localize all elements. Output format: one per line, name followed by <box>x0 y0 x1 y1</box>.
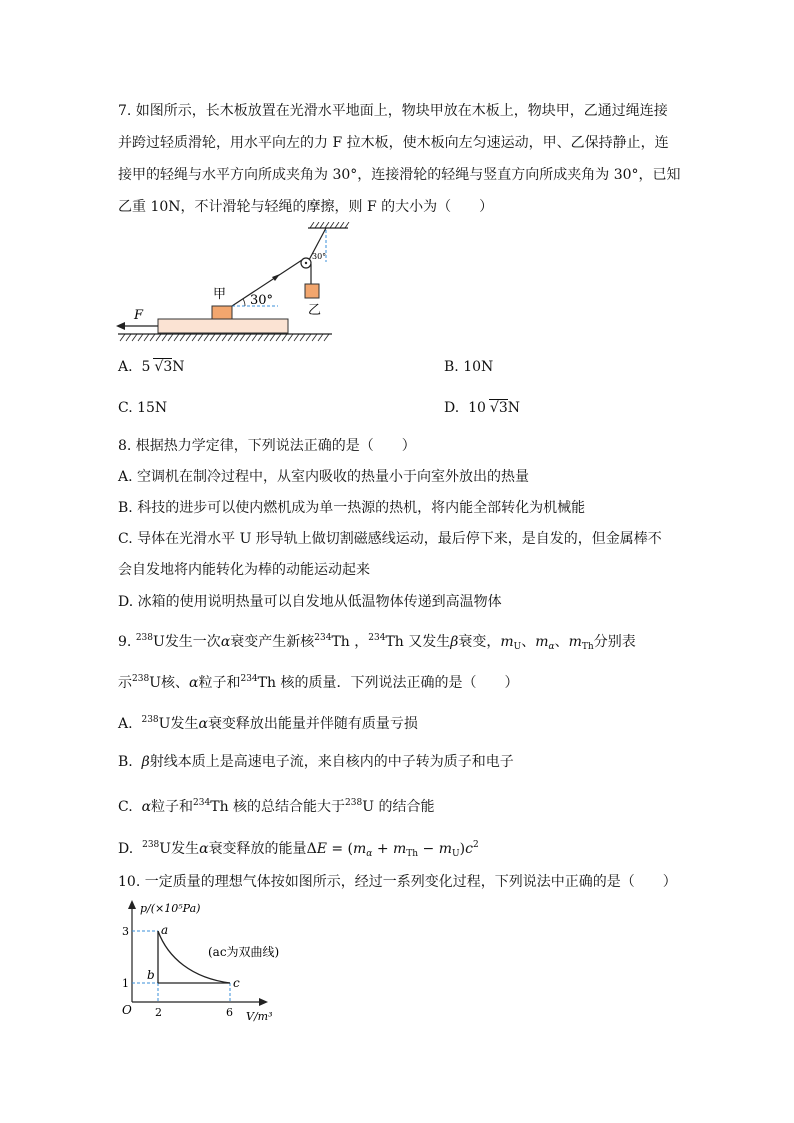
q10-hyperbola-note: (ac为双曲线) <box>208 945 280 959</box>
q7-angle-top-label: 30° <box>312 252 327 261</box>
q8-option-c-line-1[interactable]: C. 导体在光滑水平 U 形导轨上做切割磁感线运动，最后停下来，是自发的，但金属棒不 <box>118 531 662 547</box>
q7-option-c[interactable]: C. 15N <box>118 400 168 416</box>
q10-ylabel: p/(×10⁵Pa) <box>140 902 201 915</box>
q7-line-1: 7. 如图所示，长木板放置在光滑水平地面上，物块甲放在木板上，物块甲，乙通过绳连接 <box>118 103 668 119</box>
x-axis-arrow-icon <box>259 998 268 1006</box>
q10-xlabel: V/m³ <box>246 1010 273 1023</box>
q7-line-2: 并跨过轻质滑轮，用水平向左的力 F 拉木板，使木板向左匀速运动，甲、乙保持静止，连 <box>118 135 669 151</box>
q9-stem-line-2: 示$^{238}$U核、α粒子和$^{234}$Th 核的质量．下列说法正确的是（ ） <box>118 674 519 691</box>
q7-board <box>158 319 288 333</box>
q7-angle-bottom-label: 30° <box>250 293 274 308</box>
q7-option-a[interactable]: A. 5 √3N <box>118 359 185 375</box>
q7-option-d[interactable]: D. 10 √3N <box>444 400 521 416</box>
q10-origin: O <box>122 1003 132 1017</box>
q9-energy-formula: $\Delta E = (m_\alpha + m_{Th} - m_U)c^2$ <box>306 840 479 859</box>
q7-label-f: F <box>134 308 144 323</box>
q10-ytick-3: 3 <box>122 925 129 938</box>
q8-option-a[interactable]: A. 空调机在制冷过程中，从室内吸收的热量小于向室外放出的热量 <box>118 469 530 485</box>
q9-option-c[interactable]: C. α粒子和$^{234}$Th 核的总结合能大于$^{238}$U 的结合能 <box>118 798 435 815</box>
q10-xtick-2: 2 <box>155 1006 162 1019</box>
q7-label-yi: 乙 <box>308 303 322 318</box>
q10-stem: 10. 一定质量的理想气体按如图所示，经过一系列变化过程，下列说法中正确的是（ ） <box>118 874 677 890</box>
q7-force-arrow-icon <box>116 322 125 330</box>
q10-xtick-6: 6 <box>226 1006 233 1019</box>
q7-tension-arrow-icon <box>272 274 280 281</box>
q10-point-a: a <box>161 923 169 937</box>
q7-pulley-figure <box>112 222 392 348</box>
q7-line-3: 接甲的轻绳与水平方向所成夹角为 30°，连接滑轮的轻绳与竖直方向所成夹角为 30°，已知 <box>118 167 681 183</box>
q9-option-a[interactable]: A. $^{238}$U发生α衰变释放出能量并伴随有质量亏损 <box>118 715 418 732</box>
q7-line-4: 乙重 10N，不计滑轮与轻绳的摩擦，则 F 的大小为（ ） <box>118 199 494 215</box>
q9-option-d[interactable]: D. $^{238}$U发生α衰变释放的能量$\Delta E = (m_\alpha + m_{Th} - m_U)c^2$ <box>118 840 479 859</box>
q10-ytick-1: 1 <box>122 977 129 990</box>
q9-stem-line-1: 9. $^{238}$U发生一次α衰变产生新核$^{234}$Th ，$^{234}$Th 又发生β衰变，$m_U$、$m_\alpha$、$m_{Th}$分别表 <box>118 633 636 652</box>
q7-block-yi <box>305 284 319 298</box>
q9-option-b[interactable]: B. β射线本质上是高速电子流，来自核内的中子转为质子和电子 <box>118 754 514 770</box>
q10-point-b: b <box>147 968 155 982</box>
q7-label-jia: 甲 <box>213 287 227 302</box>
sqrt-symbol: √3 <box>489 400 508 416</box>
q10-point-c: c <box>233 976 240 990</box>
q8-stem: 8. 根据热力学定律，下列说法正确的是（ ） <box>118 438 416 454</box>
q8-option-c-line-2[interactable]: 会自发地将内能转化为棒的动能运动起来 <box>118 562 370 578</box>
q7-block-jia <box>212 306 232 319</box>
q8-option-d[interactable]: D. 冰箱的使用说明热量可以自发地从低温物体传递到高温物体 <box>118 594 502 610</box>
sqrt-symbol: √3 <box>154 359 173 375</box>
q10-pv-graph <box>112 898 292 1024</box>
q7-option-b[interactable]: B. 10N <box>444 359 494 375</box>
q8-option-b[interactable]: B. 科技的进步可以使内燃机成为单一热源的热机，将内能全部转化为机械能 <box>118 500 586 516</box>
y-axis-arrow-icon <box>128 900 136 909</box>
